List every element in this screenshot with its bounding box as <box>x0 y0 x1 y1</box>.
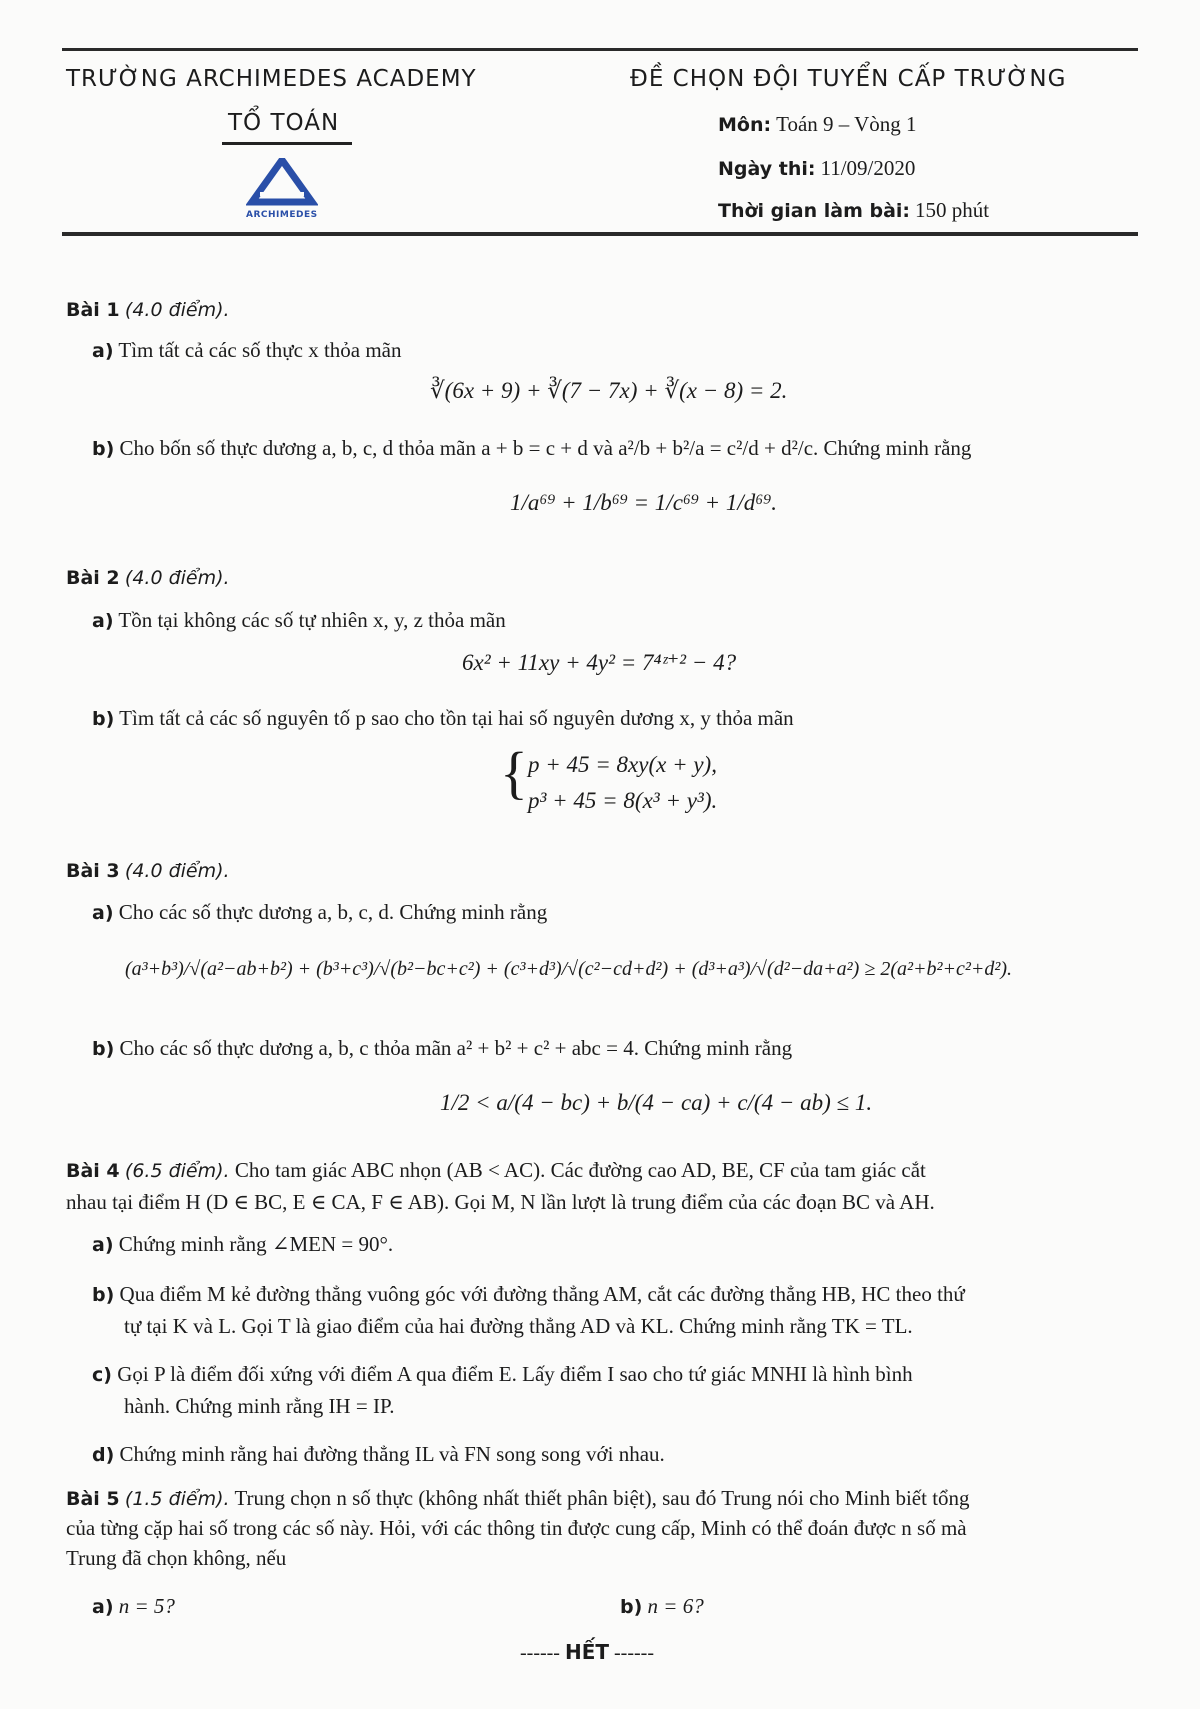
part-label: a) <box>92 1234 114 1256</box>
problem-points: (4.0 điểm). <box>124 299 230 321</box>
problem-title: Bài 1 <box>66 299 120 321</box>
school-name: TRƯỜNG ARCHIMEDES ACADEMY <box>66 66 477 92</box>
part-label: a) <box>92 340 114 362</box>
intro-text: Trung chọn n số thực (không nhất thiết phân biệt), sau đó Trung nói cho Minh biết tổng <box>234 1486 970 1510</box>
part-text: Tìm tất cả các số nguyên tố p sao cho tồn tại hai số nguyên dương x, y thỏa mãn <box>119 706 794 730</box>
part-label: a) <box>92 902 114 924</box>
equation-2b-line2 <box>528 788 717 814</box>
problem-title: Bài 3 <box>66 860 120 882</box>
archimedes-logo-icon <box>246 158 318 206</box>
equation-1a <box>430 378 787 404</box>
part-text: Cho các số thực dương a, b, c, d. Chứng minh rằng <box>118 900 548 924</box>
part-text: n = 6? <box>647 1594 704 1618</box>
problem-1b <box>92 436 971 461</box>
problem-3a <box>92 900 547 925</box>
end-text: HẾT <box>564 1640 610 1664</box>
part-text: Chứng minh rằng hai đường thẳng IL và FN song song với nhau. <box>119 1442 665 1466</box>
exam-duration <box>718 198 989 223</box>
part-label: a) <box>92 610 114 632</box>
problem-3-heading <box>66 858 230 883</box>
end-dashes-left: ------ <box>520 1642 560 1664</box>
problem-4b <box>92 1282 965 1307</box>
equation-text: (a³+b³)/√(a²−ab+b²) + (b³+c³)/√(b²−bc+c²) + (c³+d³)/√(c²−cd+d²) + (d³+a³)/√(d²−da+a²) ≥ 2(a²+b²+c²+d²). <box>125 958 1012 980</box>
equation-2b-line1 <box>528 752 717 778</box>
problem-2-heading <box>66 565 230 590</box>
problem-4d <box>92 1442 665 1467</box>
equation-text: 6x² + 11xy + 4y² = 7⁴ᶻ⁺² − 4? <box>462 650 737 675</box>
part-label: b) <box>92 1284 115 1306</box>
exam-date <box>718 156 915 181</box>
problem-2a <box>92 608 506 633</box>
equation-text: 1/a⁶⁹ + 1/b⁶⁹ = 1/c⁶⁹ + 1/d⁶⁹. <box>510 490 778 515</box>
part-label: a) <box>92 1596 114 1618</box>
header-bottom-rule <box>62 232 1138 236</box>
problem-5a <box>92 1594 175 1619</box>
part-label: d) <box>92 1444 115 1466</box>
problem-1-heading <box>66 297 230 322</box>
subject-label: Môn: <box>718 114 772 136</box>
part-label: b) <box>92 1038 115 1060</box>
part-label: b) <box>92 708 115 730</box>
intro-text: Cho tam giác ABC nhọn (AB < AC). Các đường cao AD, BE, CF của tam giác cắt <box>234 1158 926 1182</box>
system-brace: { <box>500 740 528 805</box>
department-name: TỔ TOÁN <box>228 110 340 136</box>
equation-1b <box>510 490 777 516</box>
equation-text: p³ + 45 = 8(x³ + y³). <box>528 788 718 813</box>
problem-points: (6.5 điểm). <box>124 1160 230 1182</box>
part-text: Tồn tại không các số tự nhiên x, y, z thỏa mãn <box>118 608 506 632</box>
problem-1a <box>92 338 402 363</box>
problem-5b <box>620 1594 704 1619</box>
problem-points: (1.5 điểm). <box>124 1488 230 1510</box>
problem-2b <box>92 706 794 731</box>
problem-3b <box>92 1036 792 1061</box>
part-text: Cho bốn số thực dương a, b, c, d thỏa mãn a + b = c + d và a²/b + b²/a = c²/d + d²/c. Chứng minh rằng <box>119 436 972 460</box>
part-text: Qua điểm M kẻ đường thẳng vuông góc với đường thẳng AM, cắt các đường thẳng HB, HC theo thứ <box>119 1282 965 1306</box>
end-dashes-right: ------ <box>614 1642 654 1664</box>
problem-title: Bài 2 <box>66 567 120 589</box>
equation-3a <box>125 958 1012 981</box>
equation-text: p + 45 = 8xy(x + y), <box>528 752 717 777</box>
logo-text: ARCHIMEDES <box>246 210 318 220</box>
problem-5-intro-line2: của từng cặp hai số trong các số này. Hỏi, với các thông tin được cung cấp, Minh có thể đoán được n số mà <box>66 1516 967 1540</box>
equation-text: ∛(6x + 9) + ∛(7 − 7x) + ∛(x − 8) = 2. <box>430 378 788 403</box>
problem-4a <box>92 1232 393 1257</box>
problem-title: Bài 4 <box>66 1160 120 1182</box>
time-value: 150 phút <box>915 198 990 222</box>
part-text: Cho các số thực dương a, b, c thỏa mãn a² + b² + c² + abc = 4. Chứng minh rằng <box>119 1036 793 1060</box>
part-label: b) <box>620 1596 643 1618</box>
problem-4-intro <box>66 1158 926 1183</box>
date-value: 11/09/2020 <box>820 156 916 180</box>
department-underline <box>222 142 352 145</box>
problem-4b-line2: tự tại K và L. Gọi T là giao điểm của hai đường thẳng AD và KL. Chứng minh rằng TK = TL. <box>124 1314 913 1338</box>
part-label: b) <box>92 438 115 460</box>
problem-5-intro <box>66 1486 970 1511</box>
problem-4c-line2: hành. Chứng minh rằng IH = IP. <box>124 1394 395 1418</box>
equation-3b <box>440 1090 872 1116</box>
exam-title: ĐỀ CHỌN ĐỘI TUYỂN CẤP TRƯỜNG <box>630 66 1067 92</box>
problem-points: (4.0 điểm). <box>124 860 230 882</box>
end-marker <box>520 1640 654 1665</box>
equation-2a <box>462 650 736 676</box>
equation-text: 1/2 < a/(4 − bc) + b/(4 − ca) + c/(4 − ab) ≤ 1. <box>440 1090 873 1115</box>
exam-subject <box>718 112 917 137</box>
subject-value: Toán 9 – Vòng 1 <box>776 112 917 136</box>
part-text: Tìm tất cả các số thực x thỏa mãn <box>118 338 402 362</box>
problem-points: (4.0 điểm). <box>124 567 230 589</box>
part-label: c) <box>92 1364 112 1386</box>
part-text: Chứng minh rằng ∠MEN = 90°. <box>118 1232 394 1256</box>
part-text: Gọi P là điểm đối xứng với điểm A qua điểm E. Lấy điểm I sao cho tứ giác MNHI là hình bình <box>117 1362 913 1386</box>
problem-5-intro-line3: Trung đã chọn không, nếu <box>66 1546 287 1570</box>
problem-title: Bài 5 <box>66 1488 120 1510</box>
part-text: n = 5? <box>118 1594 175 1618</box>
time-label: Thời gian làm bài: <box>718 200 911 222</box>
header-top-rule <box>62 48 1138 51</box>
problem-4-intro-line2: nhau tại điểm H (D ∈ BC, E ∈ CA, F ∈ AB). Gọi M, N lần lượt là trung điểm của các đoạn BC và AH. <box>66 1190 935 1214</box>
date-label: Ngày thi: <box>718 158 816 180</box>
problem-4c <box>92 1362 913 1387</box>
